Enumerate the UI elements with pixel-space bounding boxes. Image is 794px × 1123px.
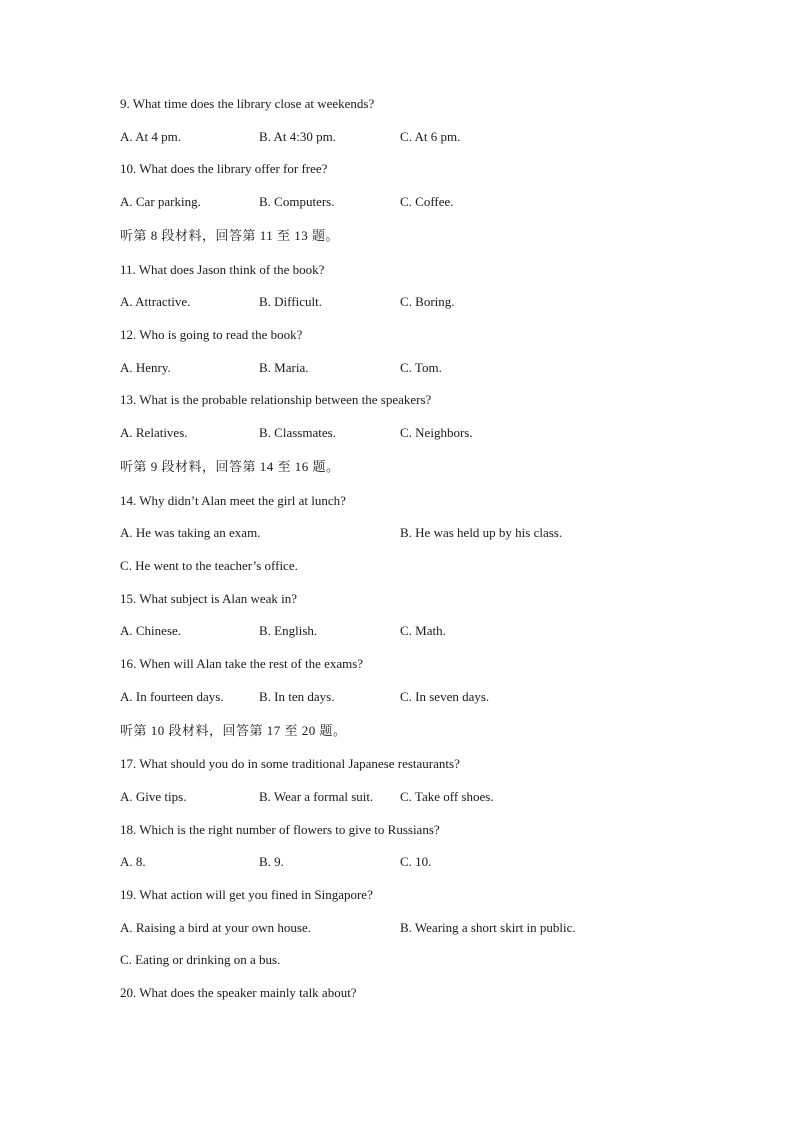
option-16c: C. In seven days.	[400, 689, 490, 704]
question-16: 16. When will Alan take the rest of the exams?	[120, 656, 364, 671]
question-10: 10. What does the library offer for free?	[120, 161, 328, 176]
option-9a: A. At 4 pm.	[120, 129, 182, 144]
question-12: 12. Who is going to read the book?	[120, 327, 303, 342]
option-19a: A. Raising a bird at your own house.	[120, 920, 312, 935]
option-13a: A. Relatives.	[120, 425, 188, 440]
question-9: 9. What time does the library close at weekends?	[120, 96, 375, 111]
option-19c: C. Eating or drinking on a bus.	[120, 952, 281, 967]
option-17a: A. Give tips.	[120, 789, 187, 804]
option-12b: B. Maria.	[259, 360, 309, 375]
section-heading-9: 听第 9 段材料，回答第 14 至 16 题。	[120, 459, 340, 474]
question-17: 17. What should you do in some traditional Japanese restaurants?	[120, 756, 460, 771]
option-15b: B. English.	[259, 623, 318, 638]
option-11c: C. Boring.	[400, 294, 455, 309]
option-18a: A. 8.	[120, 854, 146, 869]
option-11a: A. Attractive.	[120, 294, 191, 309]
option-15c: C. Math.	[400, 623, 446, 638]
option-15a: A. Chinese.	[120, 623, 182, 638]
question-20: 20. What does the speaker mainly talk about?	[120, 985, 357, 1000]
option-16a: A. In fourteen days.	[120, 689, 224, 704]
option-12c: C. Tom.	[400, 360, 442, 375]
option-18b: B. 9.	[259, 854, 284, 869]
question-13: 13. What is the probable relationship between the speakers?	[120, 392, 432, 407]
question-11: 11. What does Jason think of the book?	[120, 262, 325, 277]
option-10c: C. Coffee.	[400, 194, 454, 209]
option-10b: B. Computers.	[259, 194, 335, 209]
option-17b: B. Wear a formal suit.	[259, 789, 374, 804]
question-18: 18. Which is the right number of flowers to give to Russians?	[120, 822, 440, 837]
question-19: 19. What action will get you fined in Singapore?	[120, 887, 373, 902]
option-19b: B. Wearing a short skirt in public.	[400, 920, 576, 935]
option-9b: B. At 4:30 pm.	[259, 129, 336, 144]
question-14: 14. Why didn’t Alan meet the girl at lunch?	[120, 493, 346, 508]
option-17c: C. Take off shoes.	[400, 789, 494, 804]
option-10a: A. Car parking.	[120, 194, 201, 209]
section-heading-10: 听第 10 段材料，回答第 17 至 20 题。	[120, 723, 347, 738]
option-9c: C. At 6 pm.	[400, 129, 461, 144]
option-13c: C. Neighbors.	[400, 425, 473, 440]
option-11b: B. Difficult.	[259, 294, 322, 309]
option-12a: A. Henry.	[120, 360, 171, 375]
section-heading-8: 听第 8 段材料，回答第 11 至 13 题。	[120, 228, 340, 243]
option-13b: B. Classmates.	[259, 425, 336, 440]
option-16b: B. In ten days.	[259, 689, 335, 704]
option-14b: B. He was held up by his class.	[400, 525, 563, 540]
question-15: 15. What subject is Alan weak in?	[120, 591, 298, 606]
option-14c: C. He went to the teacher’s office.	[120, 558, 298, 573]
option-14a: A. He was taking an exam.	[120, 525, 261, 540]
option-18c: C. 10.	[400, 854, 432, 869]
